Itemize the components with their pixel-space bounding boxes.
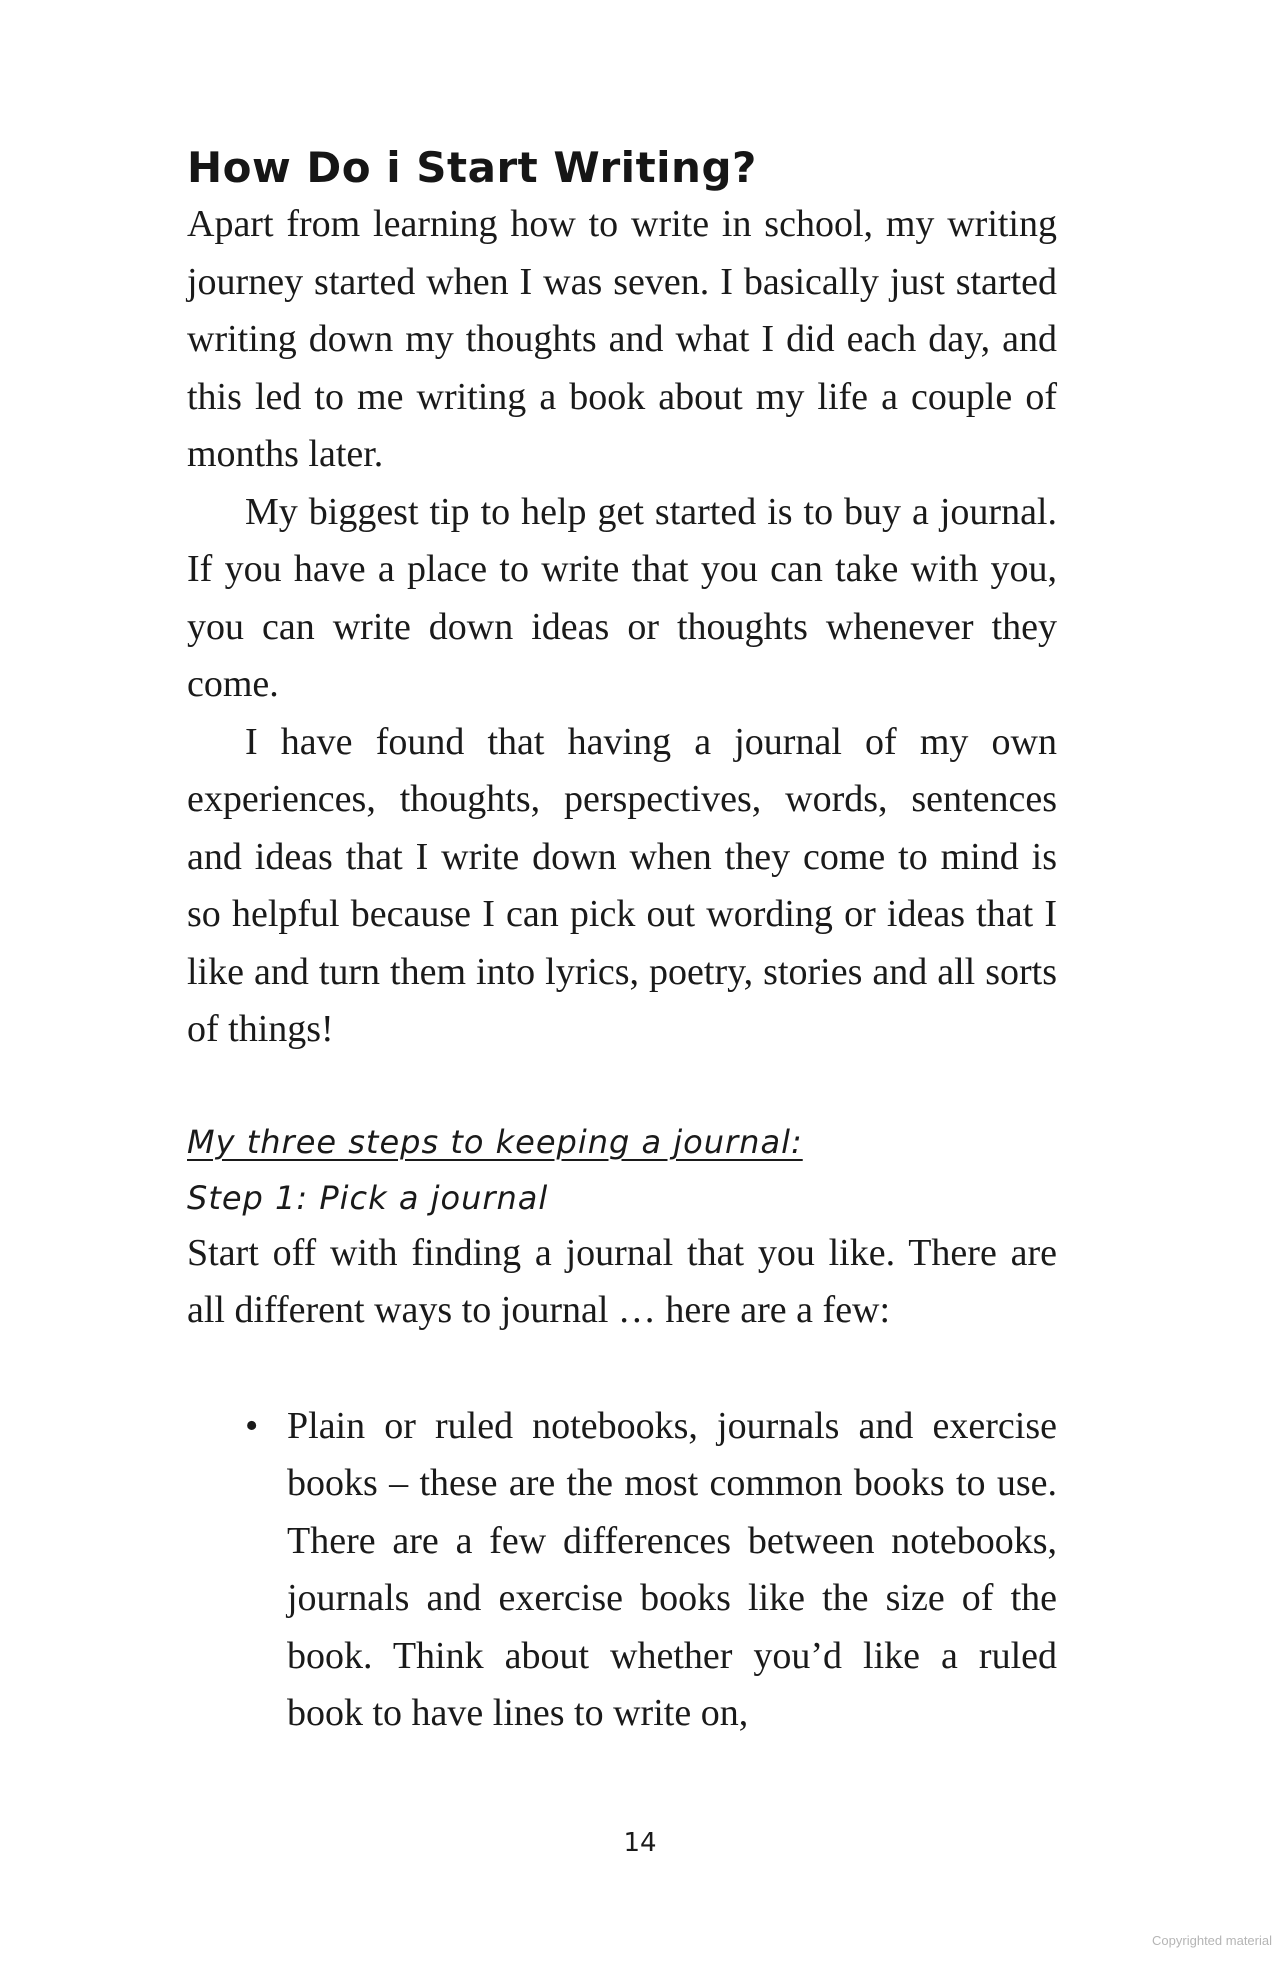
bullet-icon: • (245, 1404, 259, 1447)
page-content (187, 140, 1057, 1743)
step-1-title: Step 1: Pick a journal (187, 1178, 549, 1217)
paragraph-3: I have found that having a journal of my own experiences, thoughts, perspectives, words, sentences and ideas that I write down when they come to mind is so helpful because I can pick out wording or ideas that I like and turn them into lyrics, poetry, stories and all sorts of things! (187, 720, 1057, 1050)
journal-types-list (187, 1398, 1057, 1743)
list-item (245, 1398, 1057, 1743)
paragraph-2: My biggest tip to help get started is to buy a journal. If you have a place to write that you can take with you, you can write down ideas or thoughts whenever they come. (187, 490, 1057, 705)
copyright-watermark: Copyrighted material (1152, 1933, 1272, 1948)
step-1-intro: Start off with finding a journal that you like. There are all different ways to journal … here are a few: (187, 1231, 1057, 1331)
page-title: How Do i Start Writing? (187, 143, 757, 192)
page-number: 14 (623, 1828, 657, 1858)
steps-heading: My three steps to keeping a journal: (187, 1122, 803, 1161)
paragraph-1: Apart from learning how to write in school, my writing journey started when I was seven. I basically just started writing down my thoughts and what I did each day, and this led to me writing a book about my life a couple of months later. (187, 203, 1057, 475)
list-item-text: Plain or ruled notebooks, journals and exercise books – these are the most common books to use. There are a few differences between notebooks, journals and exercise books like the size of the book. Think about whether you’d like a ruled book to have lines to write on, (287, 1404, 1057, 1734)
